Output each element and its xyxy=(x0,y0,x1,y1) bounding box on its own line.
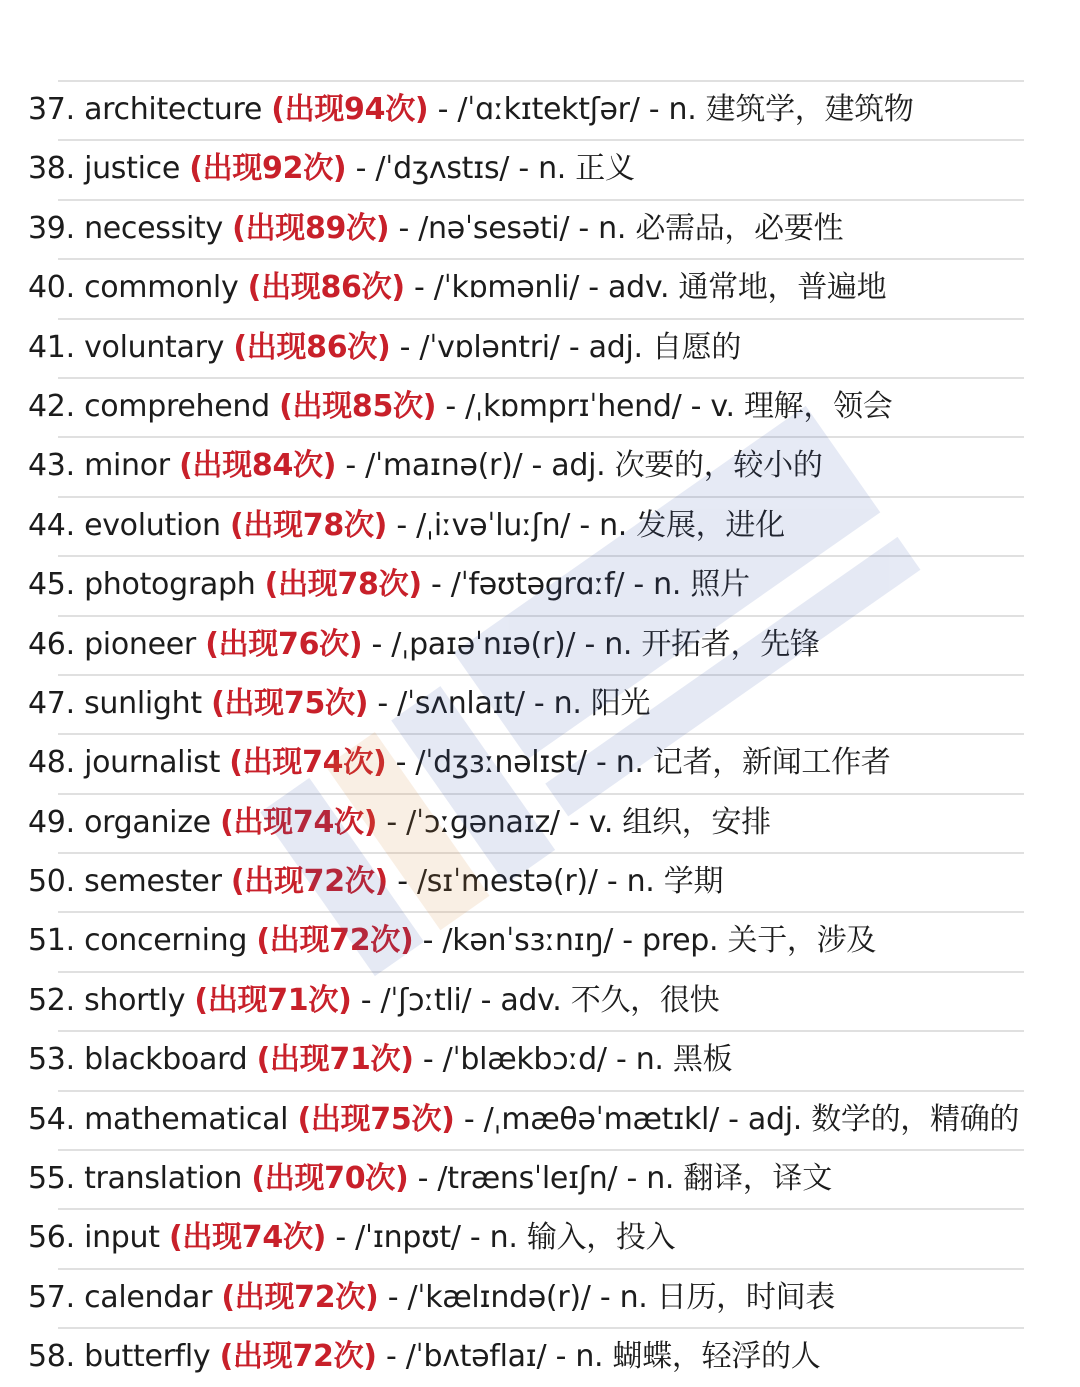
entry-definition: - /ˈkælɪndə(r)/ - n. 日历，时间表 xyxy=(387,1279,835,1315)
entry-frequency: (出现78次) xyxy=(230,507,388,543)
entry-number: 45. xyxy=(28,567,75,603)
entry-frequency: (出现71次) xyxy=(194,982,352,1018)
word-entry xyxy=(28,1268,1024,1327)
entry-line xyxy=(28,1276,835,1320)
entry-definition: - /ˈvɒləntri/ - adj. 自愿的 xyxy=(399,329,742,365)
word-entry xyxy=(28,258,1024,317)
entry-frequency: (出现84次) xyxy=(179,448,337,484)
word-list xyxy=(0,80,1080,1387)
entry-line xyxy=(28,979,719,1023)
entry-number: 57. xyxy=(28,1279,75,1315)
word-entry xyxy=(28,139,1024,198)
word-entry xyxy=(28,674,1024,733)
entry-word: minor xyxy=(84,448,170,484)
entry-frequency: (出现86次) xyxy=(233,329,391,365)
entry-word: voluntary xyxy=(84,329,225,365)
entry-word: shortly xyxy=(84,982,186,1018)
entry-definition: - /sɪˈmestə(r)/ - n. 学期 xyxy=(397,864,724,900)
word-entry xyxy=(28,615,1024,674)
entry-definition: - /ˈkɒmənli/ - adv. 通常地，普遍地 xyxy=(414,270,887,306)
entry-line xyxy=(28,88,914,132)
entry-word: justice xyxy=(84,151,180,187)
entry-frequency: (出现89次) xyxy=(232,210,390,246)
word-entry xyxy=(28,1149,1024,1208)
entry-definition: - /ˈdʒɜːnəlɪst/ - n. 记者，新闻工作者 xyxy=(395,745,891,781)
entry-word: concerning xyxy=(84,923,248,959)
entry-line xyxy=(28,623,820,667)
entry-line xyxy=(28,1098,1019,1142)
entry-line xyxy=(28,563,750,607)
word-entry xyxy=(28,436,1024,495)
entry-definition: - /kənˈsɜːnɪŋ/ - prep. 关于，涉及 xyxy=(422,923,876,959)
entry-frequency: (出现85次) xyxy=(279,388,437,424)
entry-definition: - /ˈfəʊtəɡrɑːf/ - n. 照片 xyxy=(431,567,750,603)
entry-word: blackboard xyxy=(84,1042,248,1078)
entry-number: 46. xyxy=(28,626,75,662)
entry-frequency: (出现74次) xyxy=(168,1220,327,1256)
entry-frequency: (出现72次) xyxy=(256,923,414,959)
entry-frequency: (出现86次) xyxy=(247,270,405,306)
entry-definition: - /ˈsʌnlaɪt/ - n. 阳光 xyxy=(377,685,651,721)
entry-word: journalist xyxy=(84,745,221,781)
entry-number: 55. xyxy=(28,1161,75,1197)
entry-line xyxy=(28,919,876,963)
entry-frequency: (出现74次) xyxy=(220,804,378,840)
word-entry xyxy=(28,1327,1024,1386)
entry-word: mathematical xyxy=(84,1101,289,1137)
entry-definition: - /ˈɑːkɪtektʃər/ - n. 建筑学，建筑物 xyxy=(437,92,914,127)
entry-definition: - /ˌkɒmprɪˈhend/ - v. 理解，领会 xyxy=(445,388,893,424)
word-entry xyxy=(28,733,1024,792)
word-entry xyxy=(28,852,1024,911)
entry-number: 53. xyxy=(28,1042,75,1078)
entry-frequency: (出现72次) xyxy=(219,1339,377,1375)
entry-line xyxy=(28,385,892,429)
entry-word: input xyxy=(84,1220,160,1256)
entry-definition: - /ˌiːvəˈluːʃn/ - n. 发展，进化 xyxy=(396,507,785,543)
entry-number: 44. xyxy=(28,507,75,543)
entry-definition: - /ˈdʒʌstɪs/ - n. 正义 xyxy=(355,151,635,187)
entry-word: architecture xyxy=(84,92,262,127)
entry-number: 52. xyxy=(28,982,75,1018)
entry-frequency: (出现72次) xyxy=(221,1279,379,1315)
entry-line xyxy=(28,1157,832,1201)
entry-line xyxy=(28,741,891,785)
entry-frequency: (出现78次) xyxy=(264,567,422,603)
entry-word: comprehend xyxy=(84,388,270,424)
entry-word: translation xyxy=(84,1161,243,1197)
word-entry xyxy=(28,911,1024,970)
entry-number: 41. xyxy=(28,329,75,365)
word-entry xyxy=(28,1030,1024,1089)
word-entry xyxy=(28,1208,1024,1267)
entry-number: 39. xyxy=(28,210,75,246)
entry-definition: - /ˌpaɪəˈnɪə(r)/ - n. 开拓者，先锋 xyxy=(371,626,820,662)
word-entry xyxy=(28,555,1024,614)
entry-definition: - /ˈʃɔːtli/ - adv. 不久，很快 xyxy=(360,982,720,1018)
word-entry xyxy=(28,80,1024,139)
entry-frequency: (出现92次) xyxy=(189,151,347,187)
entry-line xyxy=(28,326,741,370)
entry-number: 56. xyxy=(28,1220,75,1256)
entry-frequency: (出现75次) xyxy=(211,685,369,721)
entry-definition: - /ˈɔːɡənaɪz/ - v. 组织，安排 xyxy=(386,804,771,840)
entry-frequency: (出现72次) xyxy=(230,864,388,900)
entry-word: organize xyxy=(84,804,211,840)
entry-frequency: (出现71次) xyxy=(256,1042,414,1078)
entry-line xyxy=(28,1335,820,1379)
entry-definition: - /trænsˈleɪʃn/ - n. 翻译，译文 xyxy=(417,1161,832,1197)
entry-word: calendar xyxy=(84,1279,213,1315)
entry-line xyxy=(28,860,723,904)
entry-line xyxy=(28,1216,675,1260)
entry-word: butterfly xyxy=(84,1339,211,1375)
entry-word: photograph xyxy=(84,567,256,603)
entry-definition: - /ˈmaɪnə(r)/ - adj. 次要的，较小的 xyxy=(345,448,823,484)
entry-number: 58. xyxy=(28,1339,75,1375)
entry-definition: - /ˈblækbɔːd/ - n. 黑板 xyxy=(422,1042,733,1078)
word-entry xyxy=(28,793,1024,852)
entry-number: 43. xyxy=(28,448,75,484)
entry-line xyxy=(28,1038,732,1082)
entry-line xyxy=(28,207,843,251)
entry-line xyxy=(28,266,886,310)
entry-word: pioneer xyxy=(84,626,196,662)
entry-number: 51. xyxy=(28,923,75,959)
word-entry xyxy=(28,971,1024,1030)
entry-word: sunlight xyxy=(84,685,202,721)
entry-definition: - /nəˈsesəti/ - n. 必需品，必要性 xyxy=(398,210,844,246)
entry-word: semester xyxy=(84,864,222,900)
entry-line xyxy=(28,504,785,548)
entry-frequency: (出现76次) xyxy=(205,626,363,662)
entry-frequency: (出现74次) xyxy=(229,745,387,781)
entry-line xyxy=(28,682,650,726)
word-entry xyxy=(28,199,1024,258)
word-entry xyxy=(28,496,1024,555)
entry-number: 42. xyxy=(28,388,75,424)
entry-definition: - /ˈbʌtəflaɪ/ - n. 蝴蝶，轻浮的人 xyxy=(385,1339,821,1375)
entry-word: necessity xyxy=(84,210,223,246)
entry-frequency: (出现70次) xyxy=(251,1161,409,1197)
entry-number: 38. xyxy=(28,151,75,187)
entry-number: 49. xyxy=(28,804,75,840)
entry-number: 40. xyxy=(28,270,75,306)
word-entry xyxy=(28,318,1024,377)
word-entry xyxy=(28,377,1024,436)
entry-line xyxy=(28,444,823,488)
entry-word: evolution xyxy=(84,507,221,543)
entry-number: 47. xyxy=(28,685,75,721)
entry-line xyxy=(28,801,771,845)
entry-number: 37. xyxy=(28,92,75,127)
entry-number: 48. xyxy=(28,745,75,781)
entry-definition: - /ˈɪnpʊt/ - n. 输入，投入 xyxy=(335,1220,676,1256)
entry-line xyxy=(28,147,635,191)
word-entry xyxy=(28,1090,1024,1149)
entry-definition: - /ˌmæθəˈmætɪkl/ - adj. 数学的，精确的 xyxy=(463,1101,1020,1137)
entry-number: 50. xyxy=(28,864,75,900)
entry-word: commonly xyxy=(84,270,239,306)
entry-number: 54. xyxy=(28,1101,75,1137)
entry-frequency: (出现75次) xyxy=(297,1101,455,1137)
entry-frequency: (出现94次) xyxy=(271,92,429,127)
